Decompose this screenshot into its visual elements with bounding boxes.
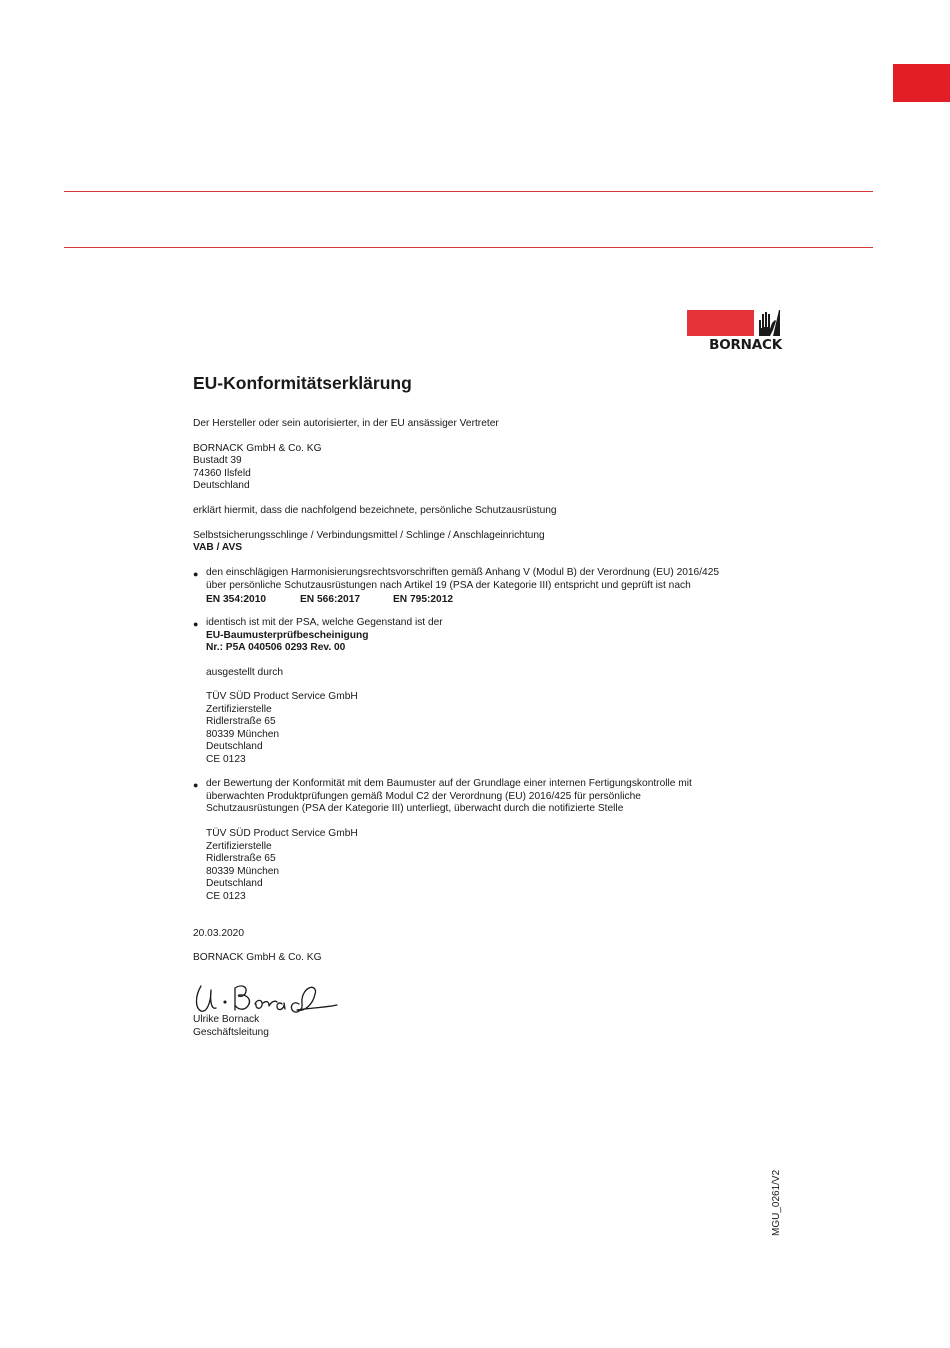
notified-body-city: 80339 München — [206, 866, 280, 877]
bullet3-line2: überwachten Produktprüfungen gemäß Modul C2 der Verordnung (EU) 2016/425 für persönliche — [206, 791, 641, 802]
notified-body-unit: Zertifizierstelle — [206, 841, 272, 852]
signatory-role: Geschäftsleitung — [193, 1027, 269, 1038]
issuer-country: Deutschland — [206, 741, 263, 752]
product-model: VAB / AVS — [193, 542, 243, 553]
notified-body-name: TÜV SÜD Product Service GmbH — [206, 828, 358, 839]
issuer-unit: Zertifizierstelle — [206, 704, 272, 715]
bullet-dot: ● — [193, 619, 199, 629]
bornack-logo — [687, 308, 782, 354]
page-tab-marker — [893, 64, 950, 102]
document-date: 20.03.2020 — [193, 928, 244, 939]
manufacturer-city: 74360 Ilsfeld — [193, 468, 251, 479]
notified-body-ce: CE 0123 — [206, 891, 246, 902]
norms-list — [206, 594, 453, 606]
issuer-street: Ridlerstraße 65 — [206, 716, 276, 727]
norm-en795: EN 795:2012 — [393, 594, 454, 605]
logo-wordmark: BORNACK — [709, 337, 782, 353]
bullet-dot: ● — [193, 780, 199, 790]
declaration-text: erklärt hiermit, dass die nachfolgend bezeichnete, persönliche Schutzausrüstung — [193, 505, 557, 516]
bullet2-line1: identisch ist mit der PSA, welche Gegenstand ist der — [206, 617, 443, 628]
document-reference: MGU_0261/V2 — [771, 1169, 782, 1236]
intro-text: Der Hersteller oder sein autorisierter, in der EU ansässiger Vertreter — [193, 418, 499, 429]
manufacturer-street: Bustadt 39 — [193, 455, 242, 466]
bullet1-line2: über persönliche Schutzausrüstungen nach Artikel 19 (PSA der Kategorie III) entspricht und geprüft ist nach — [206, 580, 691, 591]
header-rule-bottom — [64, 247, 873, 248]
product-description: Selbstsicherungsschlinge / Verbindungsmittel / Schlinge / Anschlageinrichtung — [193, 530, 545, 541]
header-rule-top — [64, 191, 873, 192]
hand-icon — [754, 308, 780, 338]
norm-en566: EN 566:2017 — [300, 594, 361, 605]
issuer-city: 80339 München — [206, 729, 280, 740]
certificate-number: Nr.: P5A 040506 0293 Rev. 00 — [206, 642, 346, 653]
issuer-name: TÜV SÜD Product Service GmbH — [206, 691, 358, 702]
issued-by-text: ausgestellt durch — [206, 667, 284, 678]
notified-body-country: Deutschland — [206, 878, 263, 889]
issuer-ce: CE 0123 — [206, 754, 246, 765]
certificate-title: EU-Baumusterprüfbescheinigung — [206, 630, 369, 641]
bullet1-line1: den einschlägigen Harmonisierungsrechtsvorschriften gemäß Anhang V (Modul B) der Verordnung (EU) 2016/425 — [206, 567, 720, 578]
manufacturer-country: Deutschland — [193, 480, 250, 491]
notified-body-street: Ridlerstraße 65 — [206, 853, 276, 864]
bullet3-line3: Schutzausrüstungen (PSA der Kategorie III) unterliegt, überwacht durch die notifizierte Stelle — [206, 803, 624, 814]
logo-red-bar — [687, 310, 754, 336]
bullet3-line1: der Bewertung der Konformität mit dem Baumuster auf der Grundlage einer internen Fertigungskontrolle mit — [206, 778, 692, 789]
bullet-dot: ● — [193, 569, 199, 579]
norm-en354: EN 354:2010 — [206, 594, 267, 605]
signatory-name: Ulrike Bornack — [193, 1014, 260, 1025]
signing-company: BORNACK GmbH & Co. KG — [193, 952, 322, 963]
manufacturer-name: BORNACK GmbH & Co. KG — [193, 443, 322, 454]
document-title: EU-Konformitätserklärung — [193, 373, 412, 393]
